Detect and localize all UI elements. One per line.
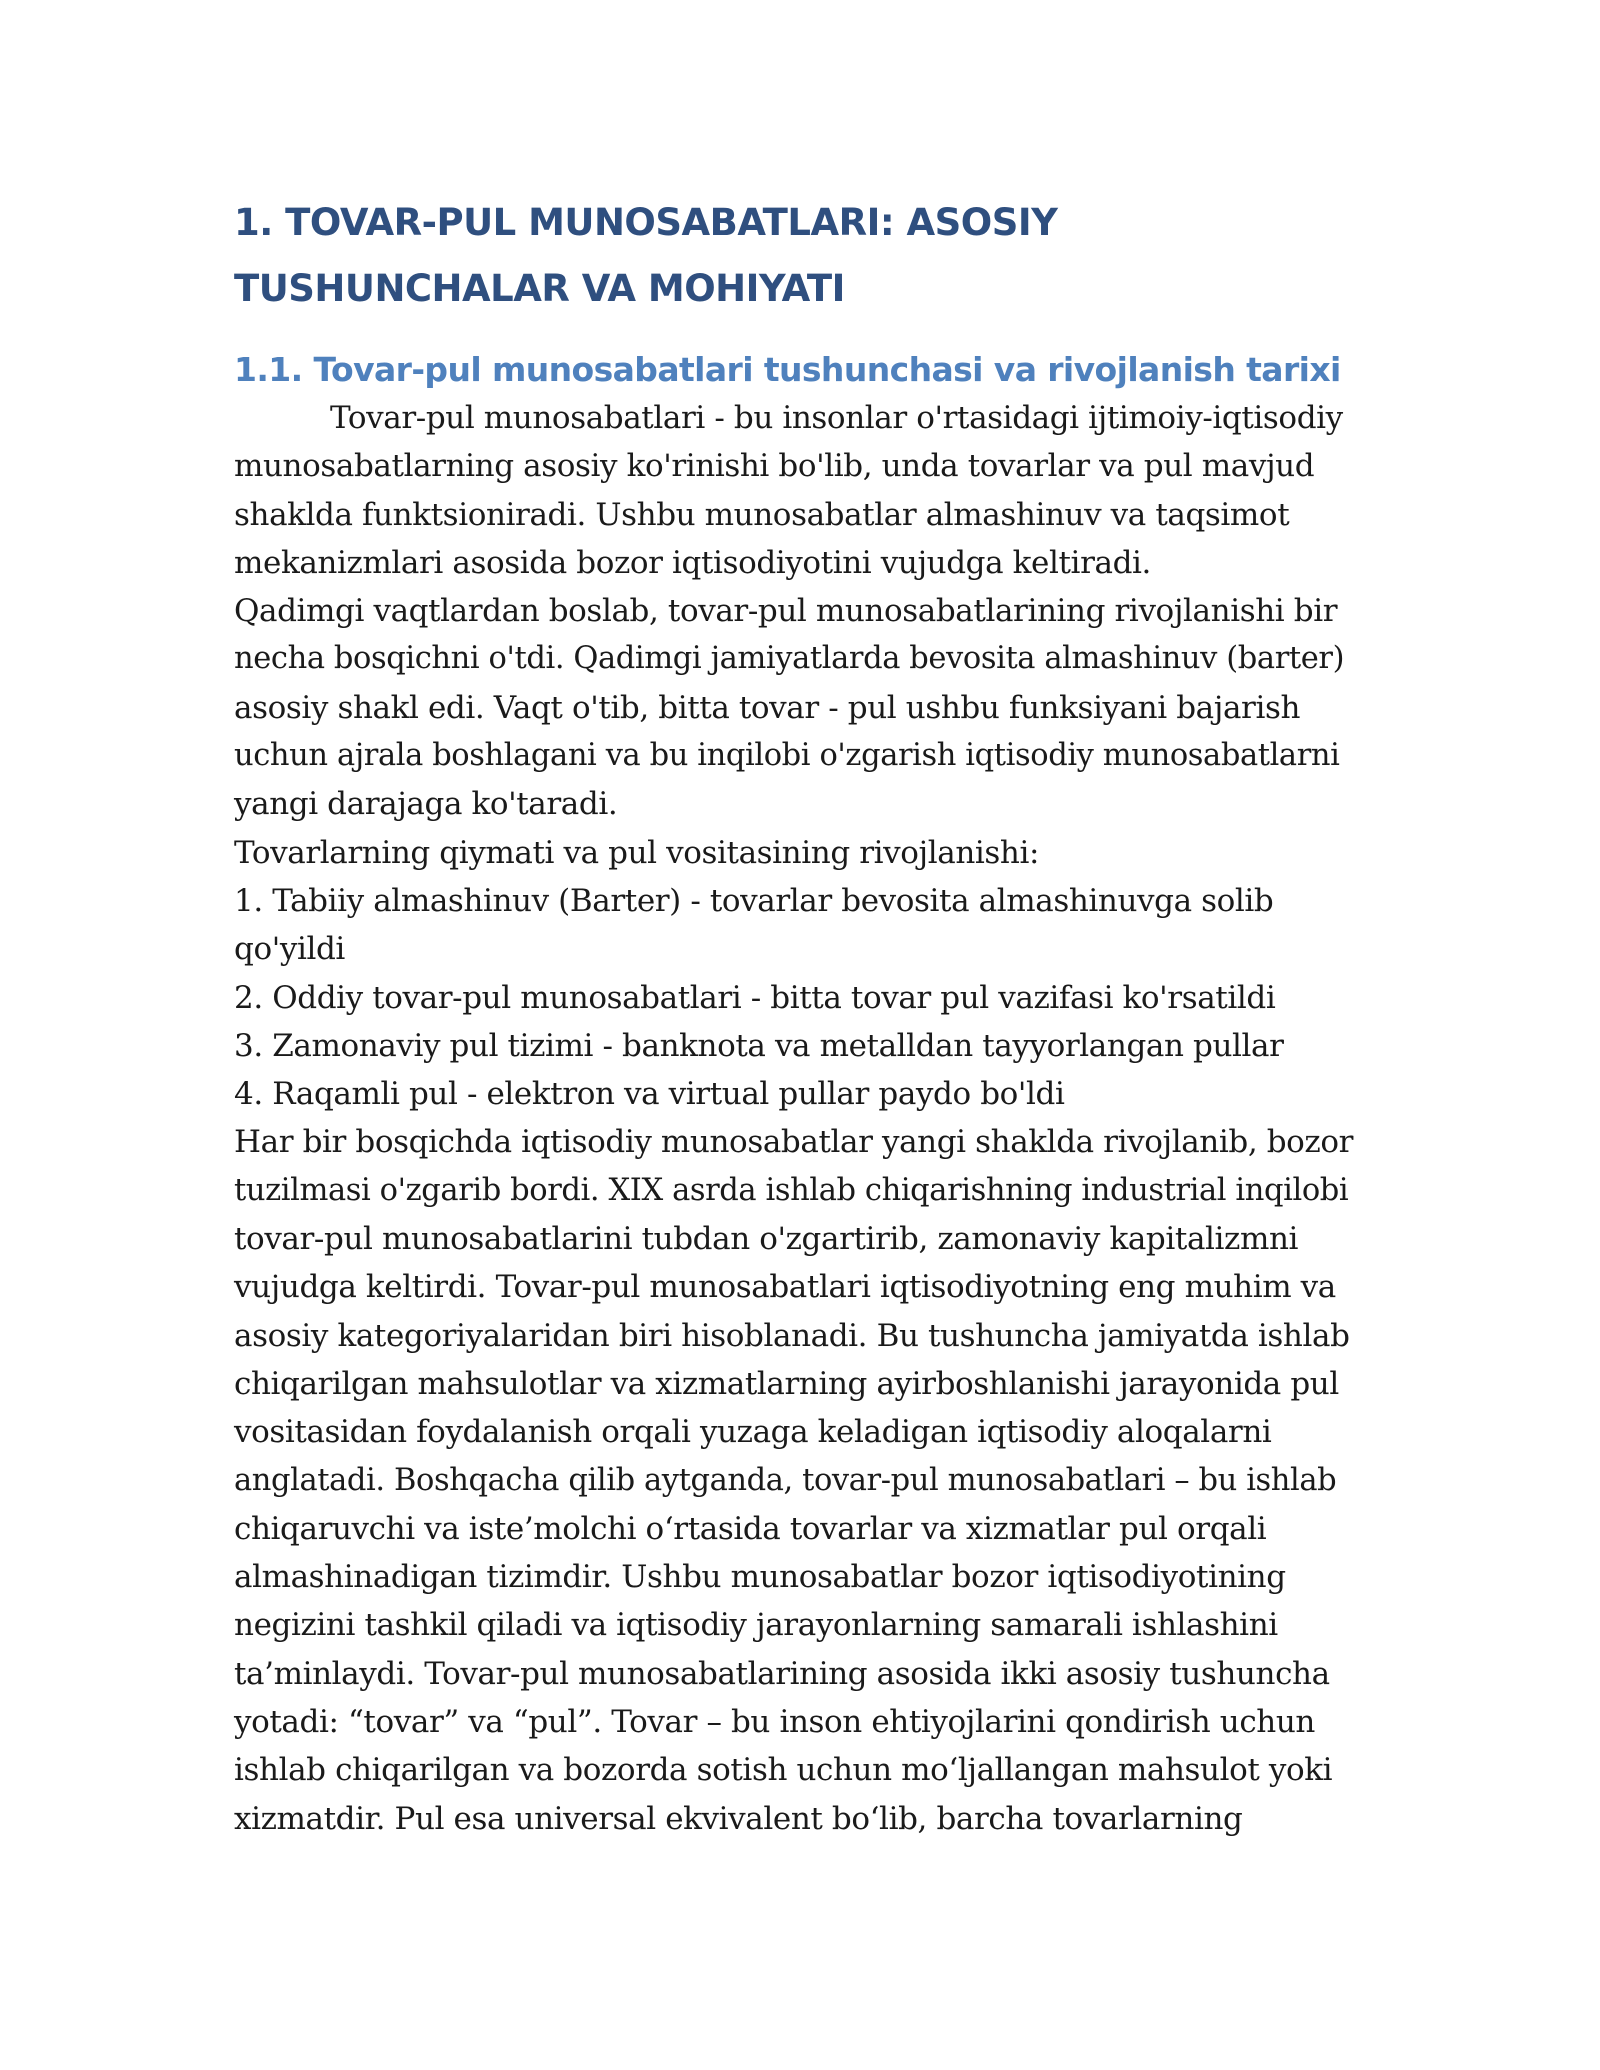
list-item: 1. Tabiiy almashinuv (Barter) - tovarlar bevosita almashinuvga solib: [234, 882, 1274, 919]
list-item: 3. Zamonaviy pul tizimi - banknota va metalldan tayyorlangan pullar: [234, 1027, 1284, 1064]
list-item: 4. Raqamli pul - elektron va virtual pullar paydo bo'ldi: [234, 1076, 1065, 1113]
text-line: tuzilmasi o'zgarib bordi. XIX asrda ishlab chiqarishning industrial inqilobi: [234, 1172, 1349, 1208]
text-line: vujudga keltirdi. Tovar-pul munosabatlari iqtisodiyotning eng muhim va: [234, 1269, 1336, 1306]
text-line: negizini tashkil qiladi va iqtisodiy jarayonlarning samarali ishlashini: [234, 1607, 1278, 1644]
text-line: Qadimgi vaqtlardan boslab, tovar-pul munosabatlarining rivojlanishi bir: [234, 593, 1338, 630]
text-line: necha bosqichni o'tdi. Qadimgi jamiyatlarda bevosita almashinuv (barter): [234, 641, 1345, 677]
text-line: yangi darajaga ko'taradi.: [234, 786, 618, 823]
text-line: chiqarilgan mahsulotlar va xizmatlarning ayirboshlanishi jarayonida pul: [234, 1365, 1339, 1402]
text-line: anglatadi. Boshqacha qilib aytganda, tovar-pul munosabatlari – bu ishlab: [234, 1462, 1337, 1498]
text-line: Tovarlarning qiymati va pul vositasining rivojlanishi:: [234, 834, 1040, 871]
document-content: [234, 190, 1354, 1843]
text-line: ta’minlaydi. Tovar-pul munosabatlarining asosida ikki asosiy tushuncha: [234, 1655, 1330, 1692]
text-line: uchun ajrala boshlagani va bu inqilobi o'zgarish iqtisodiy munosabatlarni: [234, 738, 1340, 774]
body-text: [234, 394, 1354, 1843]
list-item-continuation: qo'yildi: [234, 931, 345, 968]
list-item: 2. Oddiy tovar-pul munosabatlari - bitta tovar pul vazifasi ko'rsatildi: [234, 979, 1276, 1016]
text-line: mekanizmlari asosida bozor iqtisodiyotini vujudga keltiradi.: [234, 544, 1151, 581]
text-line: munosabatlarning asosiy ko'rinishi bo'lib, unda tovarlar va pul mavjud: [234, 448, 1315, 485]
text-line: shaklda funktsioniradi. Ushbu munosabatlar almashinuv va taqsimot: [234, 496, 1290, 533]
text-line: Tovar-pul munosabatlari - bu insonlar o'rtasidagi ijtimoiy-iqtisodiy: [330, 400, 1343, 436]
text-line: Har bir bosqichda iqtisodiy munosabatlar yangi shaklda rivojlanib, bozor: [234, 1124, 1354, 1161]
text-line: chiqaruvchi va iste’molchi o‘rtasida tovarlar va xizmatlar pul orqali: [234, 1510, 1267, 1547]
text-line: almashinadigan tizimdir. Ushbu munosabatlar bozor iqtisodiyotining: [234, 1559, 1286, 1596]
text-line: ishlab chiqarilgan va bozorda sotish uchun mo‘ljallangan mahsulot yoki: [234, 1752, 1333, 1789]
chapter-heading-line-1: 1. TOVAR-PUL MUNOSABATLARI: ASOSIY: [234, 201, 1058, 244]
chapter-heading: [234, 190, 1354, 322]
text-line: yotadi: “tovar” va “pul”. Tovar – bu inson ehtiyojlarini qondirish uchun: [234, 1704, 1315, 1741]
text-line: tovar-pul munosabatlarini tubdan o'zgartirib, zamonaviy kapitalizmni: [234, 1221, 1299, 1258]
text-line: asosiy shakl edi. Vaqt o'tib, bitta tovar - pul ushbu funksiyani bajarish: [234, 689, 1301, 726]
text-line: xizmatdir. Pul esa universal ekvivalent bo‘lib, barcha tovarlarning: [234, 1800, 1243, 1837]
chapter-heading-line-2: TUSHUNCHALAR VA MOHIYATI: [234, 267, 845, 310]
text-line: asosiy kategoriyalaridan biri hisoblanadi. Bu tushuncha jamiyatda ishlab: [234, 1317, 1350, 1354]
section-heading: 1.1. Tovar-pul munosabatlari tushunchasi va rivojlanish tarixi: [234, 350, 1341, 389]
text-line: vositasidan foydalanish orqali yuzaga keladigan iqtisodiy aloqalarni: [234, 1414, 1272, 1451]
